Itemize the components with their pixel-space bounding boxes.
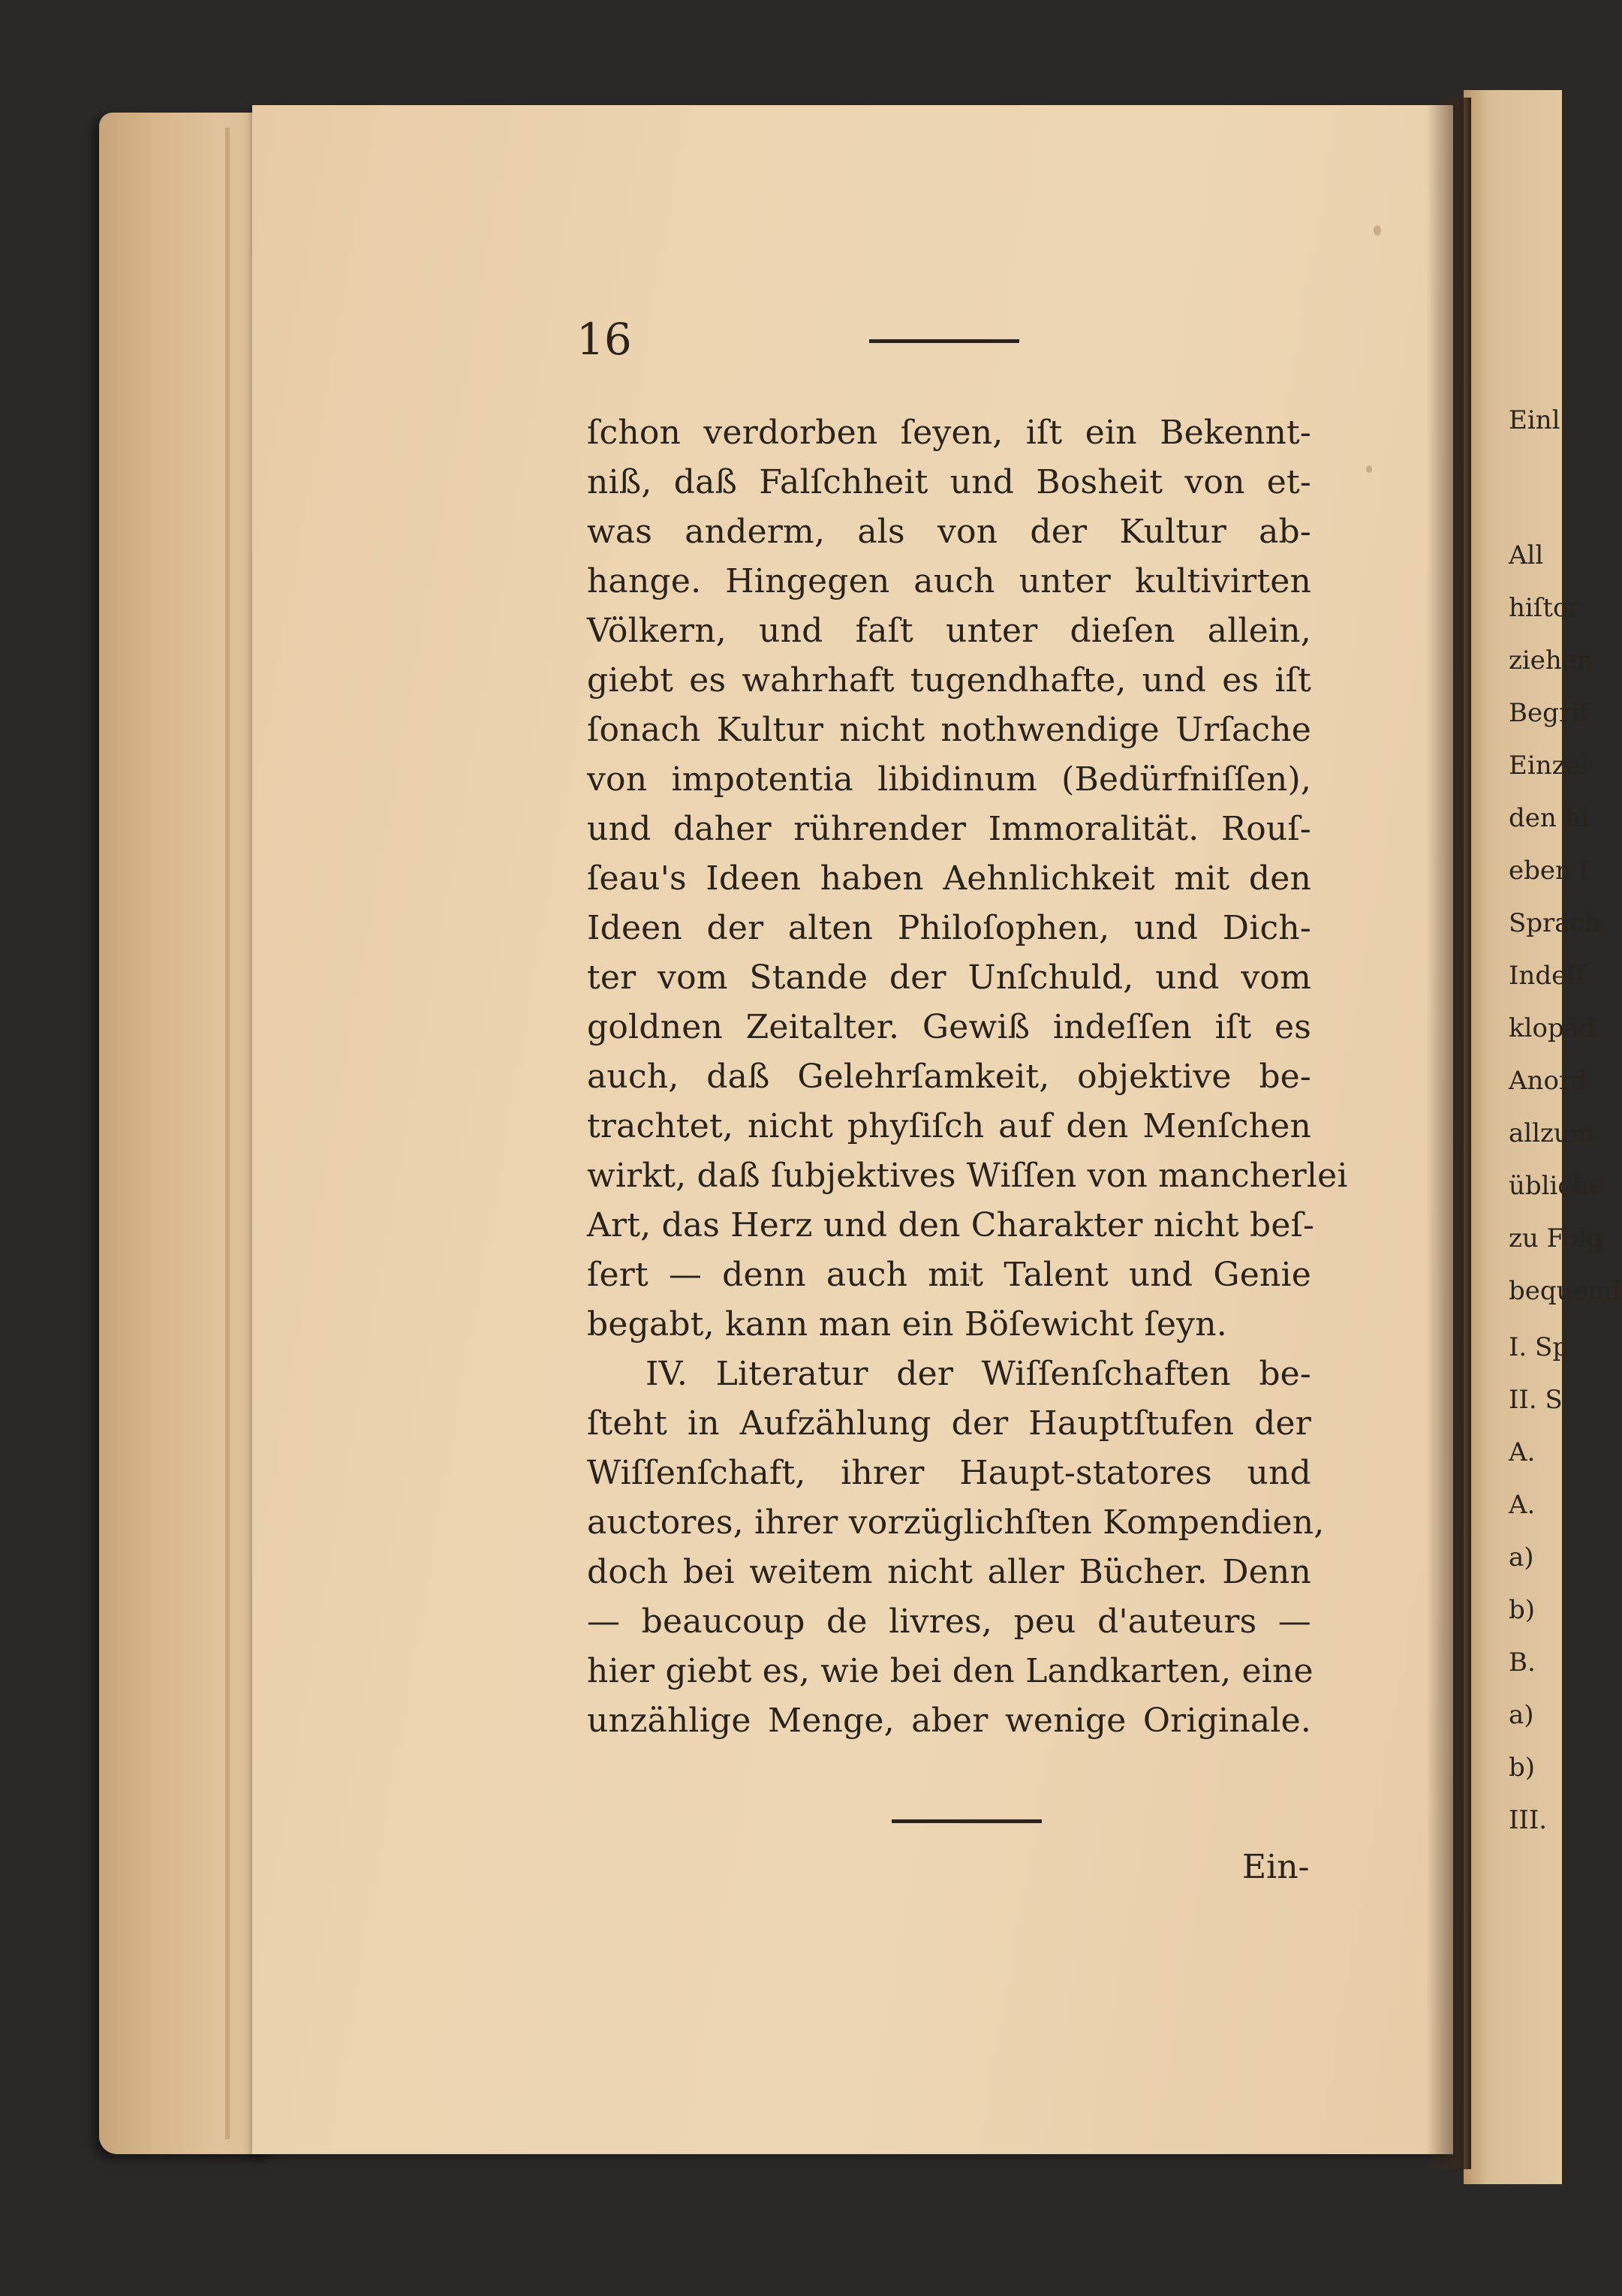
facing-line: bequemſ [1509,1276,1622,1306]
text-line: und daher rührender Immoralität. Rouſ- [587,810,1311,848]
facing-line: Sprach [1509,908,1601,938]
facing-line: B. [1509,1648,1536,1678]
text-line: wirkt, daß ſubjektives Wiſſen von mancherlei [587,1157,1348,1195]
facing-line: a) [1509,1542,1534,1572]
facing-line: Einzel [1509,751,1589,781]
text-line: ſeau's Ideen haben Aehnlichkeit mit den [587,859,1311,898]
footer-rule [892,1819,1042,1823]
text-line: trachtet, nicht phyſiſch auf den Menſchen [587,1107,1311,1145]
page-fold-line [225,128,230,2139]
text-line: — beaucoup de livres, peu d'auteurs — [587,1602,1311,1641]
header-rule [869,339,1019,343]
facing-line: III. [1509,1805,1548,1835]
text-line: begabt, kann man ein Böſewicht ſeyn. [587,1305,1227,1344]
facing-line: All [1509,540,1544,570]
text-line: hange. Hingegen auch unter kultivirten [587,562,1311,600]
facing-line: hiſtor [1509,593,1581,623]
facing-line: übliche [1509,1171,1604,1201]
book-gutter-shadow [1426,98,1471,2169]
body-text [587,408,1348,1746]
catchword: Ein- [1242,1848,1310,1886]
facing-line: ziehen [1509,645,1593,676]
text-line: von impotentia libidinum (Bedürfniſſen), [587,760,1311,799]
foxing-spot [1374,225,1381,236]
text-line: ter vom Stande der Unſchuld, und vom [587,958,1311,997]
text-line: giebt es wahrhaft tugendhafte, und es iſt [587,661,1311,700]
text-line: ſert — denn auch mit Talent und Genie [587,1256,1311,1294]
text-line: Wiſſenſchaft, ihrer Haupt-statores und [587,1454,1311,1492]
facing-line: II. S [1509,1385,1563,1415]
text-line: niß, daß Falſchheit und Bosheit von et- [587,463,1311,501]
facing-line: b) [1509,1595,1536,1625]
facing-line: I. Sp [1509,1332,1569,1362]
facing-line: Begrif [1509,698,1589,728]
facing-line: Anord [1509,1066,1587,1096]
text-line: auch, daß Gelehrſamkeit, objektive be- [587,1058,1311,1096]
text-line: Ideen der alten Philoſophen, und Dich- [587,909,1311,947]
text-line: ſonach Kultur nicht nothwendige Urſache [587,711,1311,749]
text-line: goldnen Zeitalter. Gewiß indeſſen iſt es [587,1008,1311,1046]
foxing-spot [1366,465,1372,473]
text-line: Völkern, und faſt unter dieſen allein, [587,612,1311,650]
text-line: auctores, ihrer vorzüglichſten Kompendien, [587,1503,1325,1542]
facing-line: zu Folg [1509,1223,1603,1253]
text-line: doch bei weitem nicht aller Bücher. Denn [587,1553,1311,1591]
facing-line: eben ſ [1509,856,1590,886]
text-line: was anderm, als von der Kultur ab- [587,513,1311,551]
facing-line: den hi [1509,803,1590,833]
facing-line: allzum [1509,1118,1595,1148]
facing-line: a) [1509,1700,1534,1730]
page-stack-edge [99,113,272,2154]
facing-line: A. [1509,1437,1536,1467]
page-number: 16 [576,314,632,365]
facing-line: A. [1509,1490,1536,1520]
text-line: hier giebt es, wie bei den Landkarten, eine [587,1652,1314,1690]
text-line: ſteht in Aufzählung der Hauptſtufen der [587,1404,1311,1443]
facing-line: klopäd [1509,1013,1596,1043]
facing-line: b) [1509,1753,1536,1783]
text-line: unzählige Menge, aber wenige Originale. [587,1702,1311,1740]
text-line: ſchon verdorben ſeyen, iſt ein Bekennt- [587,414,1311,452]
facing-line: Einl [1509,405,1560,435]
facing-line: Indeſſ [1509,961,1586,991]
text-line: Art, das Herz und den Charakter nicht beſ- [587,1206,1315,1244]
section-heading-line: IV. Literatur der Wiſſenſchaften be- [645,1355,1311,1393]
